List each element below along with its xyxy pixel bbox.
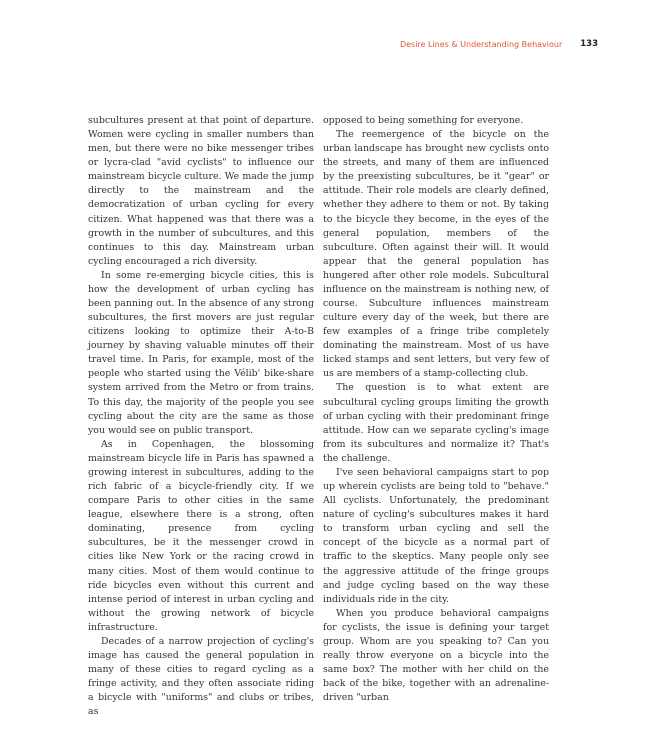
paragraph: opposed to being something for everyone. — [323, 115, 524, 126]
paragraph: Decades of a narrow projection of cycling's image has caused the general population in many of these cities to regard cycling as a fringe activity, and they often associate riding a bicycle with "uniforms" and clubs or tribes, as — [88, 635, 314, 718]
running-head — [380, 37, 598, 51]
paragraph: The question is to what extent are subcultural cycling groups limiting the growth of urban cycling with their predominant fringe attitude. How can we separate cycling's image from its subcultures and normalize it? That's the challenge. — [323, 382, 549, 464]
paragraph: As in Copenhagen, the blossoming mainstream bicycle life in Paris has spawned a growing interest in subcultures, adding to the rich fabric of a bicycle-friendly city. If we compare Paris to other cities in the same league, elsewhere there is a strong, often dominating, presence from cycling subcultures, be it the messenger crowd in cities like New York or the racing crowd in many cities. Most of them would continue to ride bicycles even without this current and intense period of interest in urban cycling and without the growing network of bicycle infrastructure. — [88, 438, 314, 633]
page-number: 133 — [580, 39, 598, 49]
paragraph: The reemergence of the bicycle on the urban landscape has brought new cyclists onto the streets, and many of them are influenced by the preexisting subcultures, be it "gear" or attitude. Their role models are clearly defined, whether they adhere to them or not. By taking to the bicycle they become, in the eyes of the general population, members of the subculture. Often against their will. It would appear that the general population has hungered after other role models. Subcultural influence on the mainstream is nothing new, of course. Subculture influences mainstream culture every day of the week, but there are few examples of a fringe tribe completely dominating the mainstream. Most of us have licked stamps and sent letters, but very few of us are members of a stamp-collecting club. — [323, 129, 549, 380]
paragraph: In some re-emerging bicycle cities, this is how the development of urban cycling has been panning out. In the absence of any strong subcultures, the first movers are just regular citizens looking to optimize their A-to-B journey by shaving valuable minutes off their travel time. In Paris, for example, most of the people who started using the Vélib' bike-share system arrived from the Metro or from trains. To this day, the majority of the people you see cycling about the city are the same as those you would see on public transport. — [88, 269, 314, 436]
paragraph: When you produce behavioral campaigns for cyclists, the issue is defining your target group. Whom are you speaking to? Can you really throw everyone on a bicycle into the same box? The mother with her child on the back of the bike, together with an adrenaline-driven "urban — [323, 607, 549, 704]
running-head-title: Desire Lines & Understanding Behaviour — [399, 39, 563, 49]
text-column-left — [88, 114, 314, 719]
paragraph: I've seen behavioral campaigns start to pop up wherein cyclists are being told to "behave." All cyclists. Unfortunately, the predominant nature of cycling's subcultures makes it hard to transform urban cycling and sell the concept of the bicycle as a normal part of traffic to the skeptics. Many people only see the aggressive attitude of the fringe groups and judge cycling based on the way these individuals ride in the city. — [323, 466, 549, 605]
text-column-right — [323, 114, 549, 705]
paragraph: subcultures present at that point of departure. Women were cycling in smaller numbers than men, but there were no bike messenger tribes or lycra-clad "avid cyclists" to influence our mainstream bicycle culture. We made the jump directly to the mainstream and the democratization of urban cycling for every citizen. What happened was that there was a growth in the number of subcultures, and this continues to this day. Mainstream urban cycling encouraged a rich diversity. — [88, 115, 314, 267]
